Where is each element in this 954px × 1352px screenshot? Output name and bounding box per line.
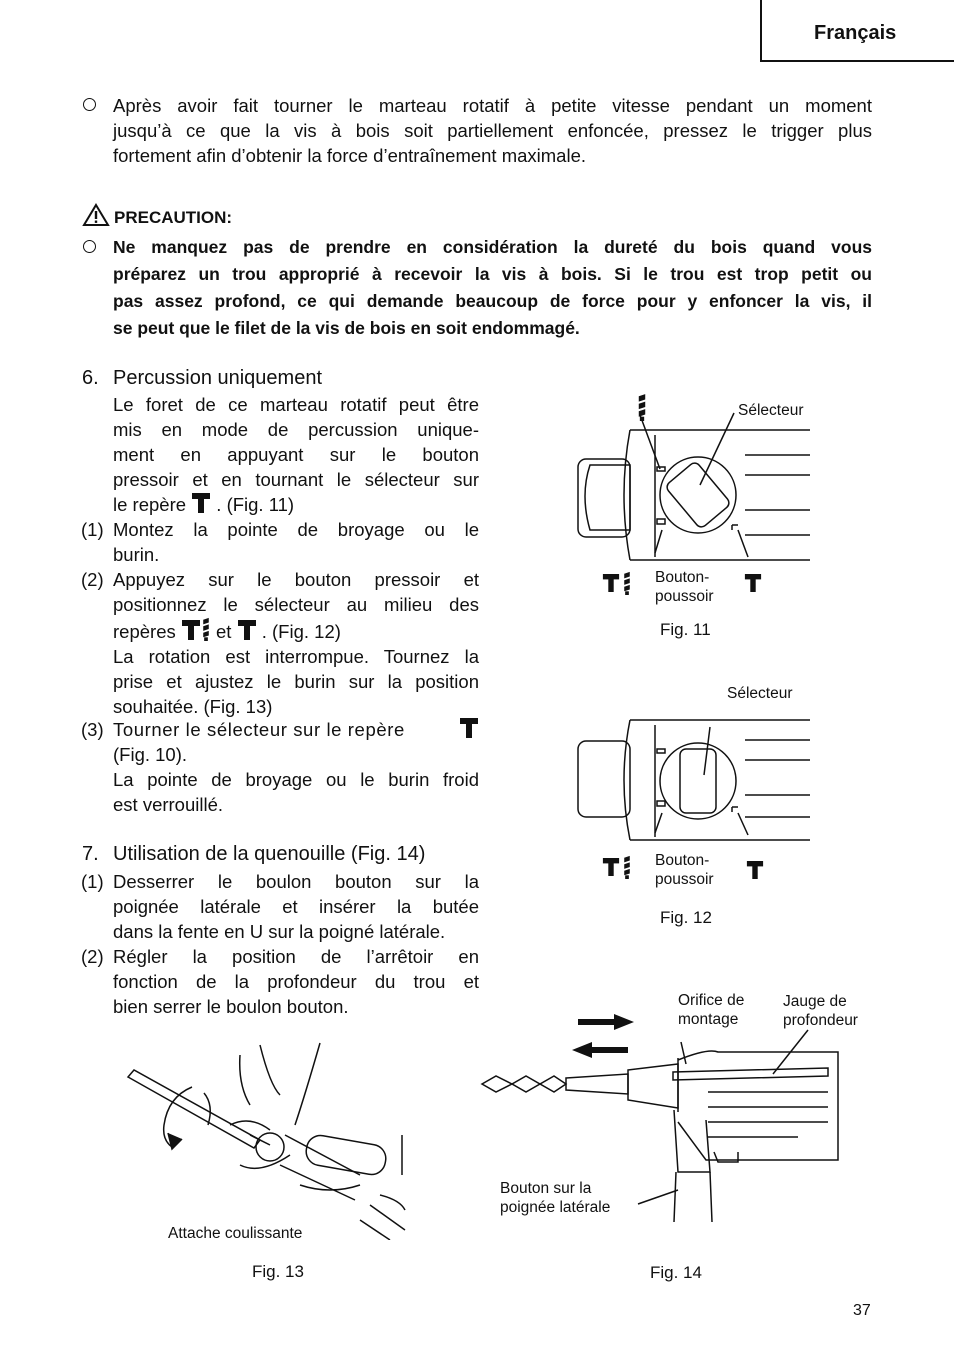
label-line: Jauge de: [783, 993, 847, 1010]
text-line: bien serrer le boulon bouton.: [113, 996, 349, 1017]
step-number: (2): [81, 569, 104, 590]
fig11-selector-label: Sélecteur: [738, 402, 804, 419]
section6-number: 6.: [82, 367, 99, 389]
section6-step3: [113, 717, 479, 817]
warning-triangle-icon: [82, 203, 110, 227]
text-line: [113, 717, 479, 742]
text-line: [113, 617, 479, 644]
caution-line: se peut que le filet de la vis de bois en soit endommagé.: [113, 318, 580, 338]
label-line: Bouton sur la: [500, 1180, 592, 1197]
label-line: poussoir: [655, 588, 714, 605]
text-line: Régler la position de l’arrêtoir en: [113, 946, 479, 967]
label-line: Bouton-: [655, 852, 710, 869]
fig13-label: Attache coulissante: [168, 1225, 303, 1242]
caution-line: préparez un trou approprié à recevoir la vis à bois. Si le trou est trop petit ou: [113, 264, 872, 284]
hammer-mode-icon: [459, 717, 479, 739]
drill-mode-icon: [201, 617, 211, 641]
caution-paragraph: [113, 234, 872, 342]
intro-line: jusqu’à ce que la vis à bois soit partiellement enfoncée, pressez le trigger plus: [113, 120, 872, 141]
direction-arrows: [572, 1014, 634, 1058]
label-line: poignée latérale: [500, 1199, 611, 1216]
fig14-orifice-label: [678, 991, 744, 1029]
text-line: La rotation est interrompue. Tournez la: [113, 646, 479, 667]
drill-mode-icon: [639, 394, 645, 421]
section7-step1: [113, 869, 479, 944]
text-line: burin.: [113, 544, 160, 565]
section6-step1: [113, 517, 479, 567]
fig14-caption: Fig. 14: [650, 1263, 702, 1282]
step-number: (2): [81, 946, 104, 967]
hammer-mode-icon: [181, 619, 201, 641]
text-line: Desserrer le boulon bouton sur la: [113, 871, 479, 892]
text-line: souhaitée. (Fig. 13): [113, 696, 273, 717]
label-line: profondeur: [783, 1012, 858, 1029]
section6-intro: [113, 392, 479, 517]
fig11-button-label: [655, 568, 714, 606]
bullet-circle: [83, 240, 96, 253]
text-line: Appuyez sur le bouton pressoir et: [113, 569, 479, 590]
text-line: poignée latérale et insérer la butée: [113, 896, 479, 917]
intro-line: Après avoir fait tourner le marteau rotatif à petite vitesse pendant un moment: [113, 95, 872, 116]
caution-title: PRECAUTION:: [114, 208, 233, 227]
text-line: Le foret de ce marteau rotatif peut être: [113, 394, 479, 415]
text-fragment: . (Fig. 12): [261, 621, 341, 642]
text-line: fonction de la profondeur du trou et: [113, 971, 479, 992]
text-line: pressoir et en tournant le sélecteur sur: [113, 469, 479, 490]
step-number: (1): [81, 519, 104, 540]
section7-title: Utilisation de la quenouille (Fig. 14): [113, 843, 426, 865]
page-number: 37: [853, 1302, 871, 1319]
fig14-jauge-label: [783, 992, 858, 1030]
fig13-caption: Fig. 13: [252, 1262, 304, 1281]
text-line: positionnez le sélecteur au milieu des: [113, 594, 479, 615]
text-line: [113, 492, 479, 517]
text-fragment: repères: [113, 621, 176, 642]
fig12-caption: Fig. 12: [660, 908, 712, 927]
text-line: prise et ajustez le burin sur la position: [113, 671, 479, 692]
text-fragment: . (Fig. 11): [216, 494, 295, 515]
fig11-caption: Fig. 11: [660, 620, 711, 639]
language-label: Français: [814, 22, 897, 44]
text-line: dans la fente en U sur la poigné latérale.: [113, 921, 446, 942]
caution-line: pas assez profond, ce qui demande beaucoup de force pour y enfoncer la vis, il: [113, 291, 872, 311]
text-line: mis en mode de percussion unique-: [113, 419, 479, 440]
text-line: La pointe de broyage ou le burin froid: [113, 769, 479, 790]
caution-line: Ne manquez pas de prendre en considération la dureté du bois quand vous: [113, 237, 872, 257]
intro-paragraph: [113, 93, 872, 168]
bullet-circle: [83, 98, 96, 111]
text-fragment: et: [216, 621, 232, 642]
hammer-mode-icon: [191, 492, 211, 514]
section7-number: 7.: [82, 843, 99, 865]
label-line: montage: [678, 1011, 739, 1028]
section6-title: Percussion uniquement: [113, 367, 323, 389]
text-fragment: le repère: [113, 494, 187, 515]
text-line: Montez la pointe de broyage ou le: [113, 519, 479, 540]
step-number: (3): [81, 719, 104, 740]
label-line: Orifice de: [678, 992, 745, 1009]
text-fragment: Tourner le sélecteur sur le repère: [113, 719, 405, 740]
hammer-mode-icon: [237, 619, 257, 641]
fig14-bouton-label: [500, 1179, 610, 1217]
text-line: ment en appuyant sur le bouton: [113, 444, 479, 465]
label-line: Bouton-: [655, 569, 710, 586]
label-line: poussoir: [655, 871, 714, 888]
language-tab: [760, 0, 954, 62]
step-number: (1): [81, 871, 104, 892]
fig13-chisel-adjustment-illustration: [120, 1035, 410, 1240]
text-line: (Fig. 10).: [113, 744, 188, 765]
section6-step2: [113, 567, 479, 719]
fig12-button-label: [655, 851, 714, 889]
fig12-selector-label: Sélecteur: [727, 685, 793, 702]
text-line: est verrouillé.: [113, 794, 224, 815]
intro-line: fortement afin d’obtenir la force d’entraînement maximale.: [113, 145, 587, 166]
section7-step2: [113, 944, 479, 1019]
